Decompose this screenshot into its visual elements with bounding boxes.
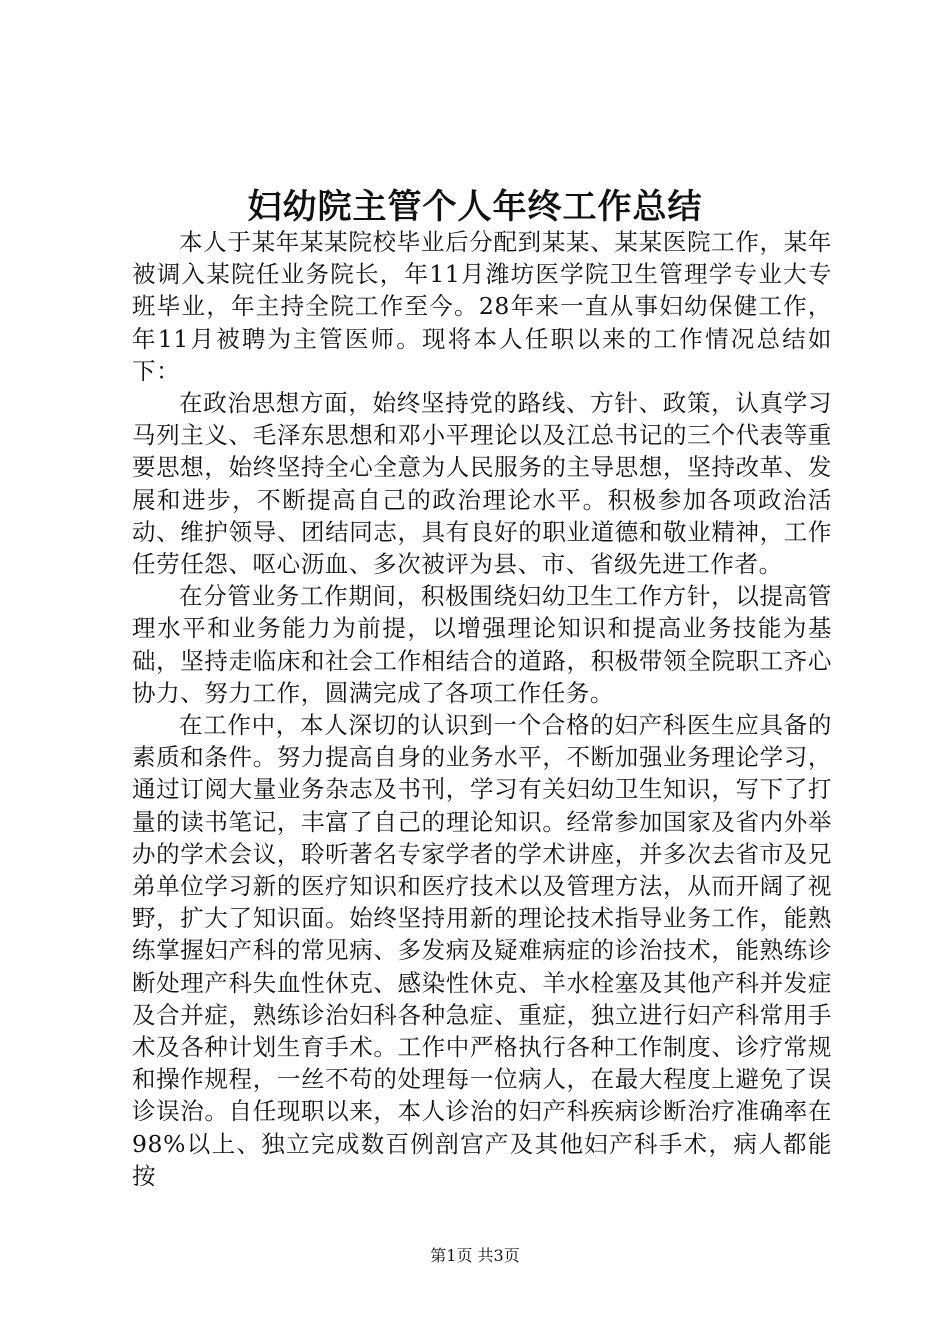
- paragraph-clinical: 在工作中，本人深切的认识到一个合格的妇产科医生应具备的素质和条件。努力提高自身的业务水平，不断加强业务理论学习，通过订阅大量业务杂志及书刊，学习有关妇幼卫生知识，写下了打量的读书笔记，丰富了自己的理论知识。经常参加国家及省内外举办的学术会议，聆听著名专家学者的学术讲座，并多次去省市及兄弟单位学习新的医疗知识和医疗技术以及管理方法，从而开阔了视野，扩大了知识面。始终坚持用新的理论技术指导业务工作，能熟练掌握妇产科的常见病、多发病及疑难病症的诊治技术，能熟练诊断处理产科失血性休克、感染性休克、羊水栓塞及其他产科并发症及合并症，熟练诊治妇科各种急症、重症，独立进行妇产科常用手术及各种计划生育手术。工作中严格执行各种工作制度、诊疗常规和操作规程，一丝不苟的处理每一位病人，在最大程度上避免了误诊误治。自任现职以来，本人诊治的妇产科疾病诊断治疗准确率在98%以上、独立完成数百例剖宫产及其他妇产科手术，病人都能按: [132, 711, 832, 1190]
- paragraph-management: 在分管业务工作期间，积极围绕妇幼卫生工作方针，以提高管理水平和业务能力为前提，以增强理论知识和提高业务技能为基础，坚持走临床和社会工作相结合的道路，积极带领全院职工齐心协力、努力工作，圆满完成了各项工作任务。: [132, 582, 832, 707]
- paragraph-political: 在政治思想方面，始终坚持党的路线、方针、政策，认真学习马列主义、毛泽东思想和邓小平理论以及江总书记的三个代表等重要思想，始终坚持全心全意为人民服务的主导思想，坚持改革、发展和进步，不断提高自己的政治理论水平。积极参加各项政治活动、维护领导、团结同志，具有良好的职业道德和敬业精神，工作任劳任怨、呕心沥血、多次被评为县、市、省级先进工作者。: [132, 389, 832, 579]
- document-body: [132, 226, 832, 1192]
- paragraph-intro: 本人于某年某某院校毕业后分配到某某、某某医院工作，某年被调入某院任业务院长，年11月潍坊医学院卫生管理学专业大专班毕业，年主持全院工作至今。28年来一直从事妇幼保健工作，年11月被聘为主管医师。现将本人任职以来的工作情况总结如下：: [132, 228, 832, 385]
- page-footer: 第1页 共3页: [430, 1246, 520, 1265]
- document-title: 妇幼院主管个人年终工作总结: [247, 187, 703, 227]
